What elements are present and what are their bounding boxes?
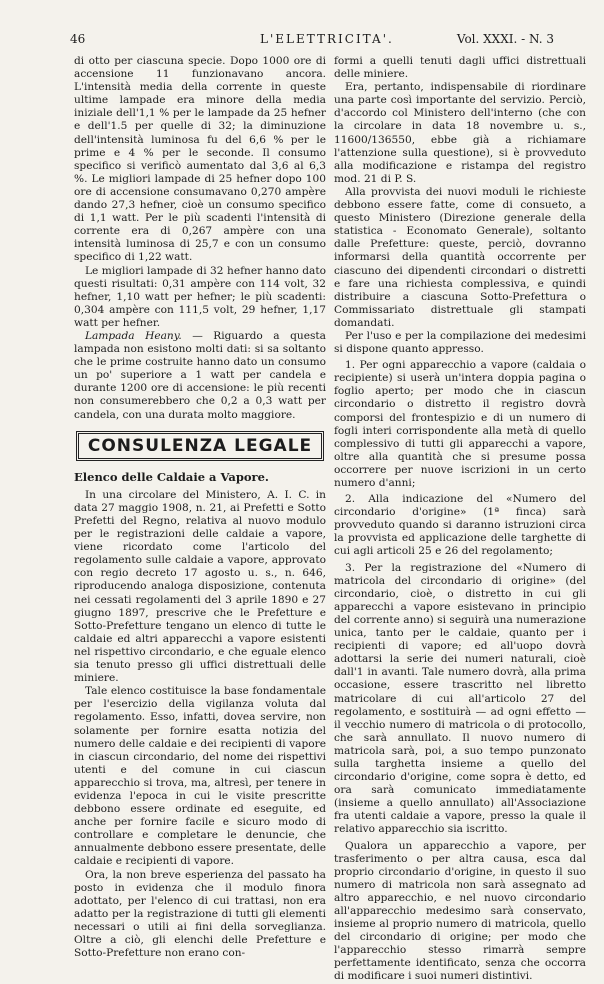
provision-paragraph: Alla provvista dei nuovi moduli le richieste debbono essere fatte, come di consueto, a questo Ministero (Direzione generale della statistica - Economato Generale), soltanto dalle Prefetture: queste, perciò, dovranno informarsi della quantità occorrente per ciascuno dei dipendenti circondari o distretti e fare una richiesta complessiva, e quindi distribuire a ciascuna Sotto-Prefettura o Commissariato distrettuale gli stampati domandati. (334, 185, 586, 329)
heany-title: Lampada Heany. (85, 329, 182, 342)
running-header (70, 32, 554, 48)
intro-paragraph: di otto per ciascuna specie. Dopo 1000 ore di accensione 11 funzionavano ancora. L'intensità media della corrente in queste ultime lampade era minore della media iniziale dell'1,1 % per le lampade da 25 hefner e dell'1.5 per quelle di 32; la diminuzione dell'intensità luminosa fu del 6,6 % per le prime e 4 % per le seconde. Il consumo specifico si verificò aumentato dal 3,6 al 6,3 %. Le migliori lampade di 25 hefner dopo 100 ore di accensione consumavano 0,270 ampère dando 27,3 hefner, cioè un consumo specifico di 1,1 watt. Per le più scadenti l'intensità di corrente era di 0,267 ampère con una intensità luminosa di 25,7 e con un consumo specifico di 1,22 watt. (74, 55, 326, 264)
continued-paragraph: formi a quelli tenuti dagli uffici distrettuali delle miniere. (334, 55, 586, 81)
list-item-3: 3. Per la registrazione del «Numero di matricola del circondario di origine» (del circondario, cioè, o distretto in cui gli apparecchi a vapore esistevano in principio del corrente anno) si seguirà una numerazione unica, tanto per le caldaie, quanto per i recipienti di vapore; ed all'uopo dovrà adottarsi la serie dei numeri naturali, cioè dall'1 in avanti. Tale numero dovrà, alla prima occasione, essere trascritto nel libretto matricolare di cui all'articolo 27 del regolamento, e sostituirà — ad ogni effetto — il vecchio numero di matricola o di protocollo, che sarà annullato. Il nuovo numero di matricola sarà, poi, a suo tempo punzonato sulla targhetta insieme a quello del circondario d'origine, come sopra è detto, ed ora sarà comunicato immediatamente (insieme a quello annullato) all'Associazione fra utenti caldaie a vapore, presso la quale il relativo apparecchio sia iscritto. (334, 561, 586, 836)
journal-title: L'ELETTRICITA'. (260, 32, 394, 46)
section-title: Elenco delle Caldaie a Vapore. (74, 469, 269, 484)
usage-paragraph: Per l'uso e per la compilazione dei medesimi si dispone quanto appresso. (334, 329, 586, 356)
section-banner: CONSULENZA LEGALE (76, 431, 324, 461)
reorder-paragraph: Era, pertanto, indispensabile di riordinare una parte così importante del servizio. Perciò, d'accordo col Ministero dell'interno (che con la circolare in data 18 novembre u. s., 11600/136550, ebbe già a richiamare l'attenzione sulla questione), si è provveduto alla modificazione e ristampa del registro mod. 21 di P. S. (334, 81, 586, 185)
circular-paragraph: In una circolare del Ministero, A. I. C. in data 27 maggio 1908, n. 21, ai Prefetti e Sotto Prefetti del Regno, relativa al nuovo modulo per le registrazioni delle caldaie a vapore, viene ricordato come l'articolo del regolamento sulle caldaie a vapore, approvato con regio decreto 17 agosto u. s., n. 646, riproducendo analoga disposizione, contenuta nei cessati regolamenti del 3 aprile 1890 e 27 giugno 1897, prescrive che le Prefetture e Sotto-Prefetture tengano un elenco di tutte le caldaie ed altri apparecchi a vapore esistenti nel rispettivo circondario, e che eguale elenco sia tenuto presso gli uffici distrettuali delle miniere. (74, 488, 326, 685)
page-number: 46 (70, 32, 86, 46)
list-item-2: 2. Alla indicazione del «Numero del circondario d'origine» (1ª finca) sarà provveduto quando si daranno istruzioni circa la provvista ed applicazione delle targhette di cui agli articoli 25 e 26 del regolamento; (334, 493, 586, 558)
transfer-paragraph: Qualora un apparecchio a vapore, per trasferimento o per altra causa, esca dal proprio circondario d'origine, in questo il suo numero di matricola non sarà assegnato ad altro apparecchio, e nel nuovo circondario all'apparecchio medesimo sarà conservato, insieme al proprio numero di matricola, quello del circondario di origine; per modo che l'apparecchio stesso rimarrà sempre perfettamente identificato, senza che occorra di modificare i suoi numeri distintivi. (334, 839, 586, 983)
list-item-1: 1. Per ogni apparecchio a vapore (caldaia o recipiente) si userà un'intera doppia pagina o foglio aperto; per modo che in ciascun circondario o distretto il registro dovrà comporsi del frontespizio e di un numero di fogli interi corrispondente alla metà di quello complessivo di tutti gli apparecchi a vapore, oltre alla quantità che si presume possa occorrere per nuove iscrizioni in un certo numero d'anni; (334, 359, 586, 489)
experience-paragraph: Ora, la non breve esperienza del passato ha posto in evidenza che il modulo finora adottato, per l'elenco di cui trattasi, non era adatto per la registrazione di tutti gli elementi necessari o utili ai fini della sorveglianza. Oltre a ciò, gli elenchi delle Prefetture e Sotto-Prefetture non erano con- (74, 868, 326, 960)
left-column (74, 55, 326, 960)
right-column (334, 55, 586, 984)
heany-paragraph (74, 330, 326, 422)
heany-text: — Riguardo a questa lampada non esistono molti dati: si sa soltanto che le prime costruite hanno dato un consumo un po' superiore a 1 watt per candela e durante 1200 ore di accensione: le più recenti non consumerebbero che 0,2 a 0,3 watt per candela, con una durata molto maggiore. (74, 329, 326, 421)
best-lamps-paragraph: Le migliori lampade di 32 hefner hanno dato questi risultati: 0,31 ampère con 114 volt, 32 hefner, 1,10 watt per hefner; le più scadenti: 0,304 ampère con 111,5 volt, 29 hefner, 1,17 watt per hefner. (74, 264, 326, 329)
elenco-paragraph: Tale elenco costituisce la base fondamentale per l'esercizio della vigilanza voluta dal regolamento. Esso, infatti, dovea servire, non solamente per fornire esatta notizia del numero delle caldaie e dei recipienti di vapore in ciascun circondario, del nome dei rispettivi utenti e del comune in cui ciascun apparecchio si trova, ma, altresì, per tenere in evidenza l'epoca in cui le visite prescritte debbono essere ordinate ed eseguite, ed anche per fornire facile e sicuro modo di controllare e completare le denuncie, che annualmente debbono essere presentate, delle caldaie e recipienti di vapore. (74, 685, 326, 868)
volume-info: Vol. XXXI. - N. 3 (456, 32, 554, 46)
